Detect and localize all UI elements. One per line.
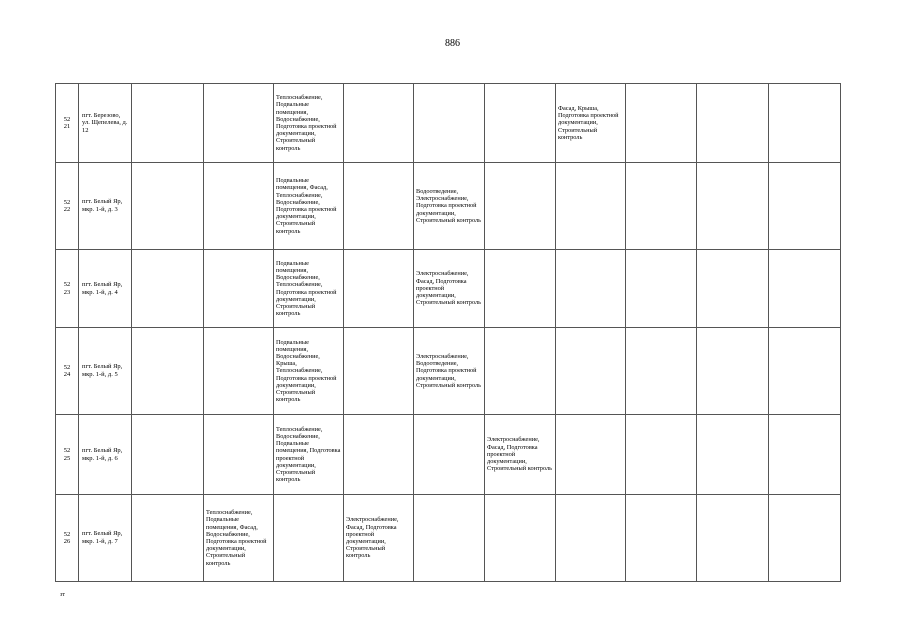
works-schedule-table [55, 83, 841, 582]
page-number: 886 [445, 38, 460, 49]
table-row [56, 328, 841, 415]
table-row [56, 163, 841, 250]
works-cell-col3 [132, 495, 204, 582]
address-text: пгт. Белый Яр, мкр. 1-й, д. 5 [82, 363, 123, 378]
works-cell-col9 [556, 163, 626, 250]
works-cell-col11 [697, 250, 769, 328]
works-cell-col6 [344, 163, 414, 250]
works-cell-col7 [414, 84, 485, 163]
works-cell-col7 [414, 415, 485, 495]
works-cell-col4 [204, 84, 274, 163]
works-cell-col5 [274, 84, 344, 163]
works-cell-col12 [769, 250, 841, 328]
works-cell-col4 [204, 415, 274, 495]
works-cell-col10 [626, 163, 697, 250]
address-cell [79, 328, 132, 415]
works-cell-col6 [344, 415, 414, 495]
works-cell-col8 [485, 163, 556, 250]
works-cell-col12 [769, 163, 841, 250]
works-cell-col11 [697, 163, 769, 250]
works-cell-col11 [697, 328, 769, 415]
works-cell-col6 [344, 84, 414, 163]
row-number-cell [56, 250, 79, 328]
works-cell-col3 [132, 163, 204, 250]
address-text: пгт. Белый Яр, мкр. 1-й, д. 6 [82, 446, 123, 462]
works-cell-col6 [344, 328, 414, 415]
works-cell-col9 [556, 415, 626, 495]
works-cell-col4 [204, 163, 274, 250]
row-number: 52 25 [63, 447, 71, 462]
works-cell-col11 [697, 84, 769, 163]
works-text: Водоотведение, Электроснабжение, Подготовка проектной документации, Строительный контроль [416, 187, 482, 224]
address-cell [79, 163, 132, 250]
works-cell-col3 [132, 84, 204, 163]
works-text: Теплоснабжение, Водоснабжение, Подвальные помещения, Подготовка проектной документации, Строительный контроль [276, 425, 341, 484]
row-number: 52 23 [63, 281, 71, 296]
row-number: 52 22 [63, 198, 71, 213]
works-cell-col10 [626, 84, 697, 163]
footer-mark: зт [60, 592, 65, 598]
address-text: пгт. Белый Яр, мкр. 1-й, д. 7 [82, 530, 123, 545]
address-text: пгт. Березово, ул. Щепелева, д. 12 [82, 111, 128, 134]
works-cell-col7 [414, 163, 485, 250]
works-cell-col9 [556, 250, 626, 328]
table-row [56, 495, 841, 582]
works-cell-col12 [769, 328, 841, 415]
row-number-cell [56, 163, 79, 250]
row-number-cell [56, 495, 79, 582]
row-number: 52 21 [63, 115, 71, 130]
works-cell-col5 [274, 495, 344, 582]
works-cell-col8 [485, 250, 556, 328]
works-text: Подвальные помещения, Водоснабжение, Теплоснабжение, Подготовка проектной документации, Строительный контроль [276, 259, 337, 318]
works-text: Фасад, Крыша, Подготовка проектной документации, Строительный контроль [558, 104, 619, 141]
row-number: 52 26 [63, 530, 71, 545]
works-cell-col10 [626, 250, 697, 328]
works-cell-col12 [769, 415, 841, 495]
row-number: 52 24 [63, 363, 71, 378]
address-cell [79, 415, 132, 495]
works-cell-col8 [485, 415, 556, 495]
works-cell-col9 [556, 84, 626, 163]
works-cell-col11 [697, 415, 769, 495]
works-text: Электроснабжение, Фасад, Подготовка проектной документации, Строительный контроль [416, 270, 482, 307]
row-number-cell [56, 84, 79, 163]
works-text: Электроснабжение, Фасад, Подготовка проектной документации, Строительный контроль [487, 436, 553, 473]
works-text: Теплоснабжение, Подвальные помещения, Фасад, Водоснабжение, Подготовка проектной документации, Строительный контроль [206, 509, 267, 567]
works-cell-col9 [556, 328, 626, 415]
address-cell [79, 250, 132, 328]
works-cell-col8 [485, 84, 556, 163]
works-cell-col9 [556, 495, 626, 582]
works-cell-col12 [769, 495, 841, 582]
works-cell-col4 [204, 250, 274, 328]
works-cell-col11 [697, 495, 769, 582]
works-cell-col6 [344, 250, 414, 328]
works-cell-col5 [274, 328, 344, 415]
works-cell-col8 [485, 495, 556, 582]
works-cell-col12 [769, 84, 841, 163]
works-cell-col7 [414, 495, 485, 582]
works-cell-col10 [626, 495, 697, 582]
works-text: Электроснабжение, Водоотведение, Подготовка проектной документации, Строительный контроль [416, 352, 482, 389]
works-cell-col3 [132, 328, 204, 415]
works-text: Подвальные помещения, Водоснабжение, Крыша, Теплоснабжение, Подготовка проектной документации, Строительный контроль [276, 338, 337, 404]
row-number-cell [56, 415, 79, 495]
table-row [56, 84, 841, 163]
works-cell-col3 [132, 415, 204, 495]
works-text: Подвальные помещения, Фасад, Теплоснабжение, Водоснабжение, Подготовка проектной документации, Строительный контроль [276, 177, 337, 235]
address-cell [79, 495, 132, 582]
works-cell-col4 [204, 495, 274, 582]
address-cell [79, 84, 132, 163]
table-row [56, 415, 841, 495]
works-cell-col4 [204, 328, 274, 415]
works-cell-col5 [274, 250, 344, 328]
works-cell-col6 [344, 495, 414, 582]
works-cell-col3 [132, 250, 204, 328]
works-cell-col5 [274, 415, 344, 495]
works-text: Электроснабжение, Фасад, Подготовка проектной документации, Строительный контроль [346, 516, 399, 560]
works-cell-col8 [485, 328, 556, 415]
address-text: пгт. Белый Яр, мкр. 1-й, д. 4 [82, 280, 123, 296]
table-row [56, 250, 841, 328]
row-number-cell [56, 328, 79, 415]
works-cell-col10 [626, 328, 697, 415]
works-cell-col5 [274, 163, 344, 250]
works-cell-col7 [414, 328, 485, 415]
works-cell-col7 [414, 250, 485, 328]
works-text: Теплоснабжение, Подвальные помещения, Водоснабжение, Подготовка проектной документации, Строительный контроль [276, 94, 337, 152]
address-text: пгт. Белый Яр, мкр. 1-й, д. 3 [82, 198, 123, 213]
works-cell-col10 [626, 415, 697, 495]
